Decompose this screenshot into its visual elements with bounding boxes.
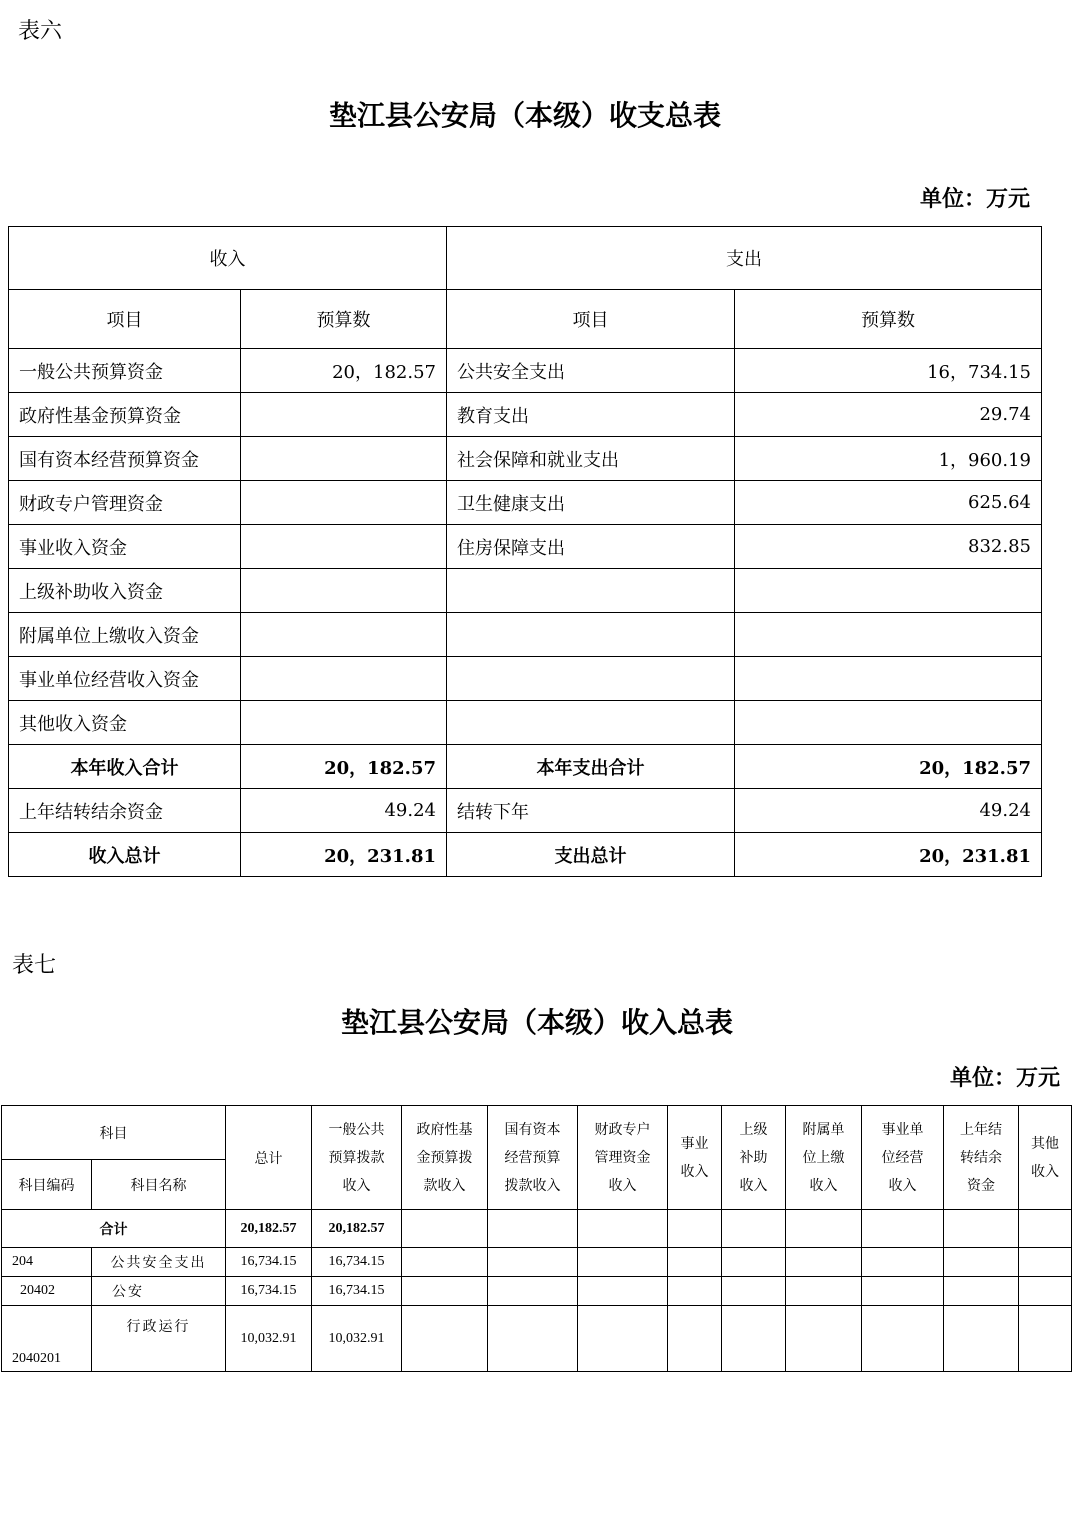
header-income-budget: 预算数 bbox=[241, 290, 447, 349]
table-row bbox=[9, 481, 1042, 525]
income-value bbox=[241, 481, 447, 525]
expense-value bbox=[735, 613, 1042, 657]
expense-value bbox=[735, 569, 1042, 613]
subject-code: 20402 bbox=[2, 1277, 92, 1306]
income-item: 政府性基金预算资金 bbox=[9, 393, 241, 437]
table-row bbox=[9, 569, 1042, 613]
header-subject-name: 科目名称 bbox=[92, 1160, 226, 1210]
income-item: 事业单位经营收入资金 bbox=[9, 657, 241, 701]
expense-value: 832.85 bbox=[735, 525, 1042, 569]
table-row bbox=[9, 657, 1042, 701]
header-income-item: 项目 bbox=[9, 290, 241, 349]
table-row bbox=[9, 393, 1042, 437]
header-business-income: 事业 收入 bbox=[668, 1106, 722, 1210]
row-total: 16,734.15 bbox=[226, 1277, 312, 1306]
income-item: 一般公共预算资金 bbox=[9, 349, 241, 393]
expense-item: 住房保障支出 bbox=[447, 525, 735, 569]
carry-out-value: 49.24 bbox=[735, 789, 1042, 833]
table-row bbox=[2, 1306, 1072, 1372]
grand-income-value: 20，231.81 bbox=[241, 833, 447, 877]
carry-row bbox=[9, 789, 1042, 833]
income-item: 财政专户管理资金 bbox=[9, 481, 241, 525]
subject-code: 204 bbox=[2, 1248, 92, 1277]
grand-expense-value: 20，231.81 bbox=[735, 833, 1042, 877]
header-expense: 支出 bbox=[447, 227, 1042, 290]
income-value bbox=[241, 393, 447, 437]
header-other-income: 其他 收入 bbox=[1019, 1106, 1072, 1210]
expense-item bbox=[447, 701, 735, 745]
table7-label: 表七 bbox=[12, 953, 57, 978]
year-income-total-label: 本年收入合计 bbox=[9, 745, 241, 789]
header-carryover: 上年结 转结余 资金 bbox=[944, 1106, 1019, 1210]
income-value: 20，182.57 bbox=[241, 349, 447, 393]
carry-in-label: 上年结转结余资金 bbox=[9, 789, 241, 833]
header-superior-subsidy: 上级 补助 收入 bbox=[722, 1106, 786, 1210]
expense-value: 625.64 bbox=[735, 481, 1042, 525]
header-operation-income: 事业单 位经营 收入 bbox=[862, 1106, 944, 1210]
grand-total-row bbox=[9, 833, 1042, 877]
income-summary-table bbox=[1, 1105, 1072, 1372]
table-row bbox=[2, 1277, 1072, 1306]
income-value bbox=[241, 701, 447, 745]
income-expense-table bbox=[8, 226, 1042, 877]
expense-item bbox=[447, 613, 735, 657]
subject-name: 公安 bbox=[92, 1277, 226, 1306]
income-item: 国有资本经营预算资金 bbox=[9, 437, 241, 481]
table7-title: 垫江县公安局（本级）收入总表 bbox=[340, 1006, 733, 1039]
header-subject: 科目 bbox=[2, 1106, 226, 1160]
year-expense-total-label: 本年支出合计 bbox=[447, 745, 735, 789]
expense-value bbox=[735, 701, 1042, 745]
income-item: 事业收入资金 bbox=[9, 525, 241, 569]
table6-label: 表六 bbox=[18, 19, 63, 44]
table-row bbox=[9, 349, 1042, 393]
header-income: 收入 bbox=[9, 227, 447, 290]
subject-code: 2040201 bbox=[2, 1306, 92, 1372]
carry-in-value: 49.24 bbox=[241, 789, 447, 833]
carry-out-label: 结转下年 bbox=[447, 789, 735, 833]
year-total-row bbox=[9, 745, 1042, 789]
expense-item: 公共安全支出 bbox=[447, 349, 735, 393]
table7-unit: 单位：万元 bbox=[949, 1065, 1060, 1091]
row-general: 10,032.91 bbox=[312, 1306, 402, 1372]
subject-name: 行政运行 bbox=[92, 1306, 226, 1372]
table-row bbox=[9, 525, 1042, 569]
income-value bbox=[241, 569, 447, 613]
expense-value: 1，960.19 bbox=[735, 437, 1042, 481]
expense-item bbox=[447, 569, 735, 613]
income-value bbox=[241, 437, 447, 481]
sum-row bbox=[2, 1210, 1072, 1248]
expense-value: 16，734.15 bbox=[735, 349, 1042, 393]
subject-name: 公共安全支出 bbox=[92, 1248, 226, 1277]
header-expense-item: 项目 bbox=[447, 290, 735, 349]
table-row bbox=[9, 437, 1042, 481]
expense-item: 卫生健康支出 bbox=[447, 481, 735, 525]
header-total: 总计 bbox=[226, 1106, 312, 1210]
sum-general: 20,182.57 bbox=[312, 1210, 402, 1248]
income-item: 其他收入资金 bbox=[9, 701, 241, 745]
expense-item: 社会保障和就业支出 bbox=[447, 437, 735, 481]
row-general: 16,734.15 bbox=[312, 1248, 402, 1277]
header-subject-code: 科目编码 bbox=[2, 1160, 92, 1210]
income-value bbox=[241, 657, 447, 701]
grand-expense-label: 支出总计 bbox=[447, 833, 735, 877]
row-total: 16,734.15 bbox=[226, 1248, 312, 1277]
grand-income-label: 收入总计 bbox=[9, 833, 241, 877]
income-value bbox=[241, 613, 447, 657]
expense-item: 教育支出 bbox=[447, 393, 735, 437]
header-expense-budget: 预算数 bbox=[735, 290, 1042, 349]
expense-value: 29.74 bbox=[735, 393, 1042, 437]
income-item: 上级补助收入资金 bbox=[9, 569, 241, 613]
table6-title: 垫江县公安局（本级）收支总表 bbox=[328, 99, 721, 132]
table-row bbox=[2, 1248, 1072, 1277]
header-government-fund: 政府性基 金预算拨 款收入 bbox=[402, 1106, 488, 1210]
sum-total: 20,182.57 bbox=[226, 1210, 312, 1248]
table-row bbox=[9, 701, 1042, 745]
header-state-capital: 国有资本 经营预算 拨款收入 bbox=[488, 1106, 578, 1210]
expense-item bbox=[447, 657, 735, 701]
year-income-total-value: 20，182.57 bbox=[241, 745, 447, 789]
header-affiliated-unit: 附属单 位上缴 收入 bbox=[786, 1106, 862, 1210]
sum-label: 合计 bbox=[2, 1210, 226, 1248]
year-expense-total-value: 20，182.57 bbox=[735, 745, 1042, 789]
header-general-budget: 一般公共 预算拨款 收入 bbox=[312, 1106, 402, 1210]
table-row bbox=[9, 613, 1042, 657]
row-general: 16,734.15 bbox=[312, 1277, 402, 1306]
row-total: 10,032.91 bbox=[226, 1306, 312, 1372]
table6-unit: 单位：万元 bbox=[919, 186, 1030, 212]
income-value bbox=[241, 525, 447, 569]
income-item: 附属单位上缴收入资金 bbox=[9, 613, 241, 657]
header-special-account: 财政专户 管理资金 收入 bbox=[578, 1106, 668, 1210]
expense-value bbox=[735, 657, 1042, 701]
